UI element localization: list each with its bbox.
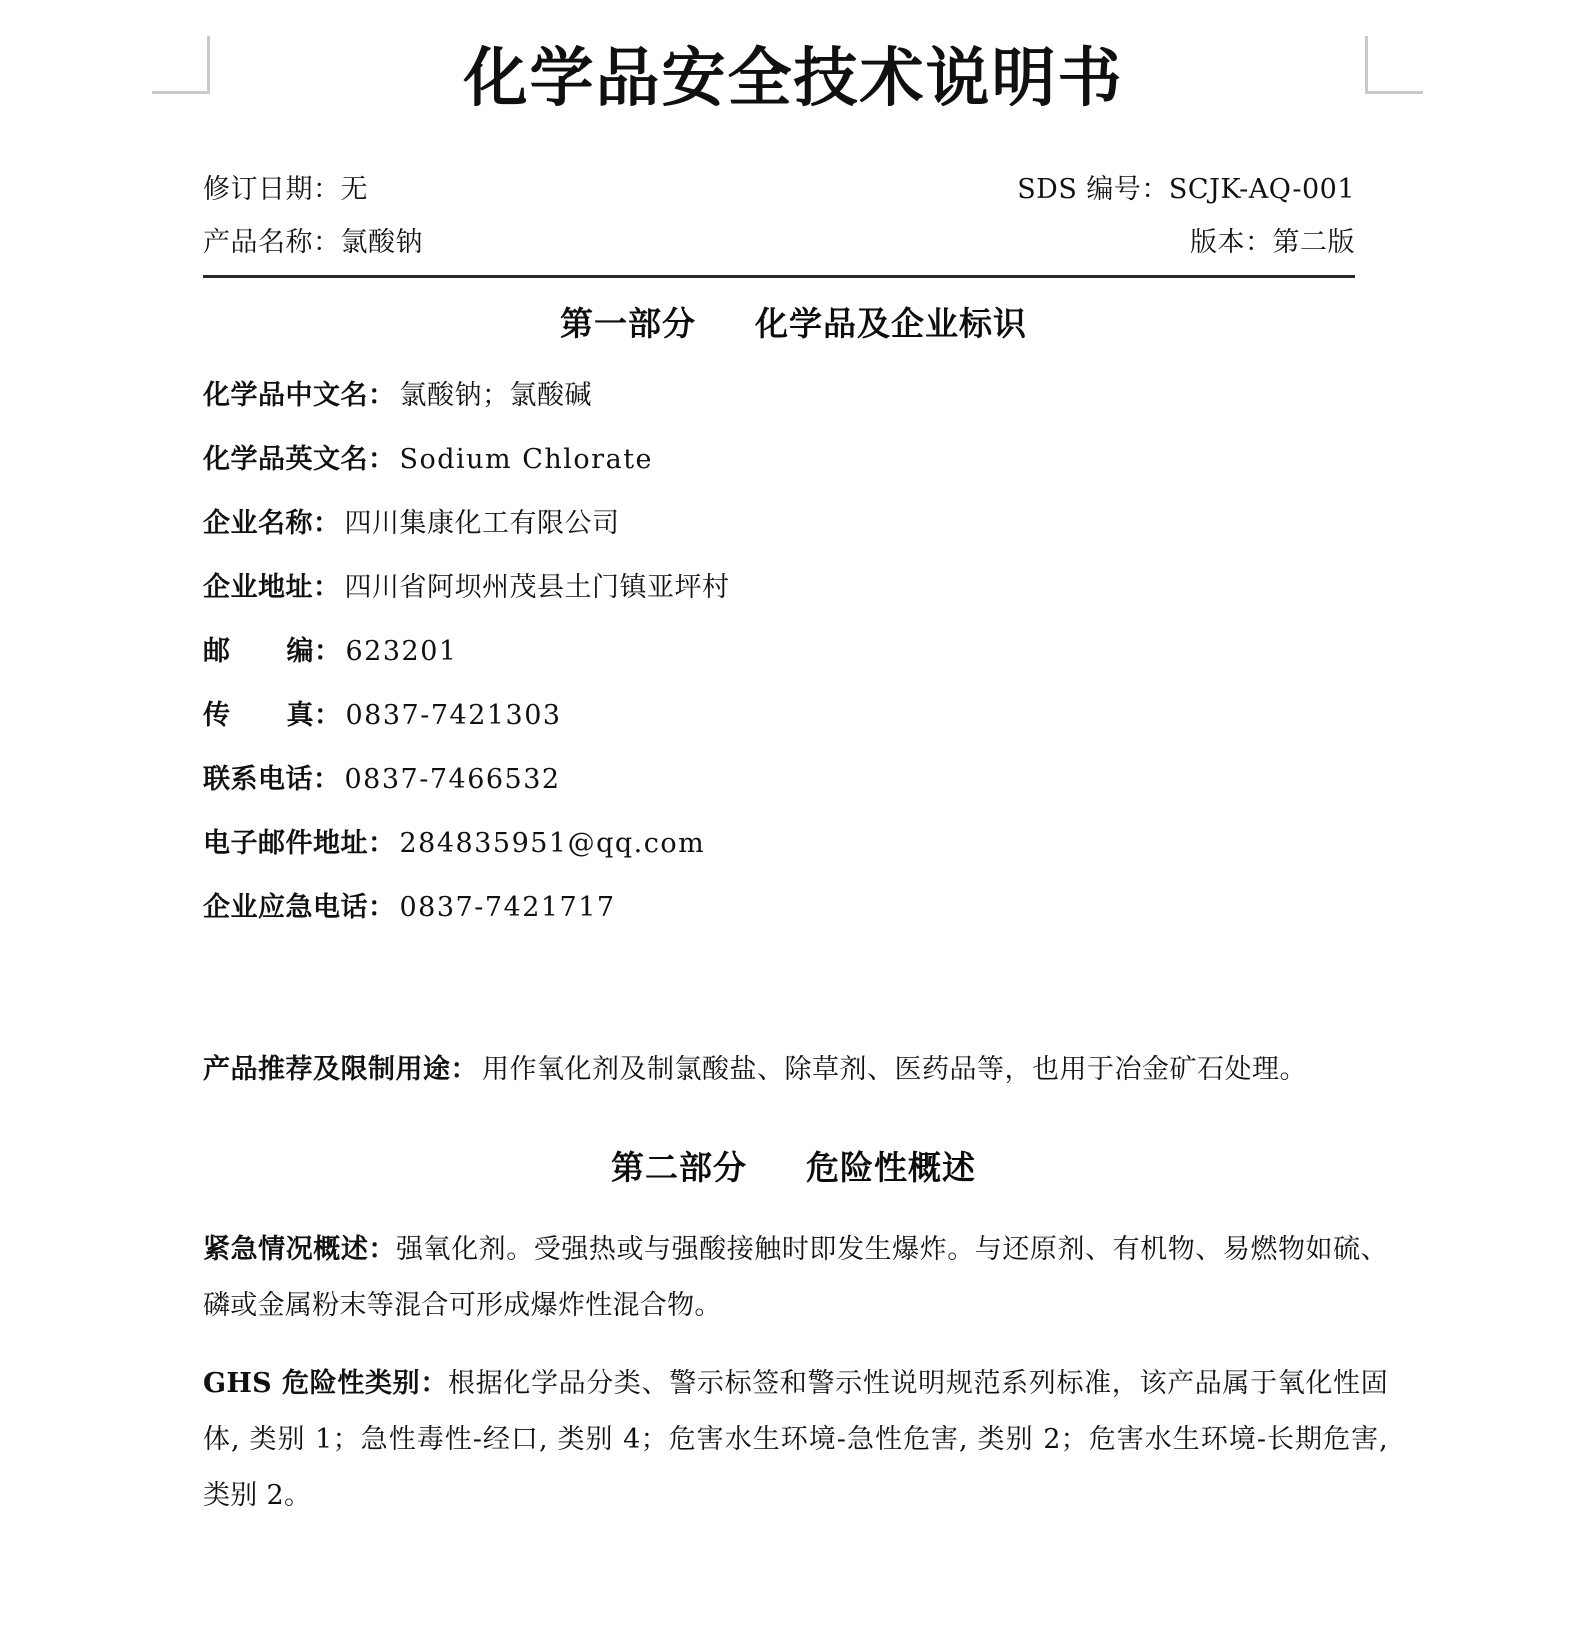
revision-date: 修订日期：无	[203, 174, 368, 205]
section-2-heading-title: 危险性概述	[806, 1148, 976, 1187]
field-label-pre: 邮	[203, 636, 231, 667]
paragraph-text: 根据化学品分类、警示标签和警示性说明规范系列标准，该产品属于氧化性固体, 类别 1；急性毒性-经口, 类别 4；危害水生环境-急性危害, 类别 2；危害水生环境-长期危害, 类别 2。	[203, 1368, 1389, 1511]
section-1-fields	[203, 382, 1383, 958]
document-version: 版本：第二版	[1190, 227, 1355, 258]
header-row-revision	[203, 176, 1355, 203]
field-fax	[203, 702, 1383, 729]
product-name: 产品名称：氯酸钠	[203, 227, 423, 258]
field-label-post: 真：	[286, 700, 342, 731]
field-recommended-use	[203, 1056, 1383, 1083]
paragraph-emergency-overview	[203, 1222, 1388, 1334]
field-value: 用作氧化剂及制氯酸盐、除草剂、医药品等，也用于冶金矿石处理。	[482, 1054, 1307, 1085]
field-value: 四川集康化工有限公司	[344, 508, 620, 539]
field-label	[203, 636, 342, 667]
section-1-heading-prefix: 第一部分	[560, 304, 696, 343]
field-label: 化学品英文名：	[203, 444, 396, 475]
field-label: 化学品中文名：	[203, 380, 396, 411]
page-title: 化学品安全技术说明书	[463, 41, 1124, 116]
field-company-address	[203, 574, 1383, 601]
field-value: 623201	[345, 636, 458, 667]
field-emergency-phone	[203, 894, 1383, 921]
field-value: Sodium Chlorate	[399, 444, 654, 475]
field-label-post: 编：	[286, 636, 342, 667]
field-label-pre: 传	[203, 700, 231, 731]
field-label: 产品推荐及限制用途：	[203, 1054, 478, 1085]
sds-number: SDS 编号：SCJK-AQ-001	[1017, 174, 1355, 205]
field-label	[203, 700, 342, 731]
field-label: 企业地址：	[203, 572, 341, 603]
field-value: 0837-7421303	[345, 700, 562, 731]
field-company-name	[203, 510, 1383, 537]
field-contact-phone	[203, 766, 1383, 793]
section-1-heading	[0, 298, 1587, 345]
paragraph-label: 紧急情况概述：	[203, 1234, 396, 1265]
field-english-name	[203, 446, 1383, 473]
field-value: 0837-7421717	[399, 892, 616, 923]
document-header	[203, 176, 1355, 282]
paragraph-label: GHS 危险性类别：	[203, 1368, 448, 1399]
field-value: 0837-7466532	[344, 764, 561, 795]
section-2-heading	[0, 1142, 1587, 1189]
field-chinese-name	[203, 382, 1383, 409]
section-2-heading-prefix: 第二部分	[611, 1148, 747, 1187]
field-label: 电子邮件地址：	[203, 828, 396, 859]
field-label: 企业应急电话：	[203, 892, 396, 923]
header-divider	[203, 275, 1355, 278]
field-label: 联系电话：	[203, 764, 341, 795]
field-value: 氯酸钠；氯酸碱	[399, 380, 592, 411]
paragraph-text: 强氧化剂。受强热或与强酸接触时即发生爆炸。与还原剂、有机物、易燃物如硫、磷或金属粉末等混合可形成爆炸性混合物。	[203, 1234, 1388, 1321]
field-label: 企业名称：	[203, 508, 341, 539]
section-1-heading-title: 化学品及企业标识	[755, 304, 1027, 343]
field-value: 284835951@qq.com	[399, 828, 706, 859]
field-value: 四川省阿坝州茂县土门镇亚坪村	[344, 572, 730, 603]
header-row-product	[203, 229, 1355, 256]
field-email	[203, 830, 1383, 857]
field-postal-code	[203, 638, 1383, 665]
paragraph-ghs-classification	[203, 1356, 1388, 1524]
